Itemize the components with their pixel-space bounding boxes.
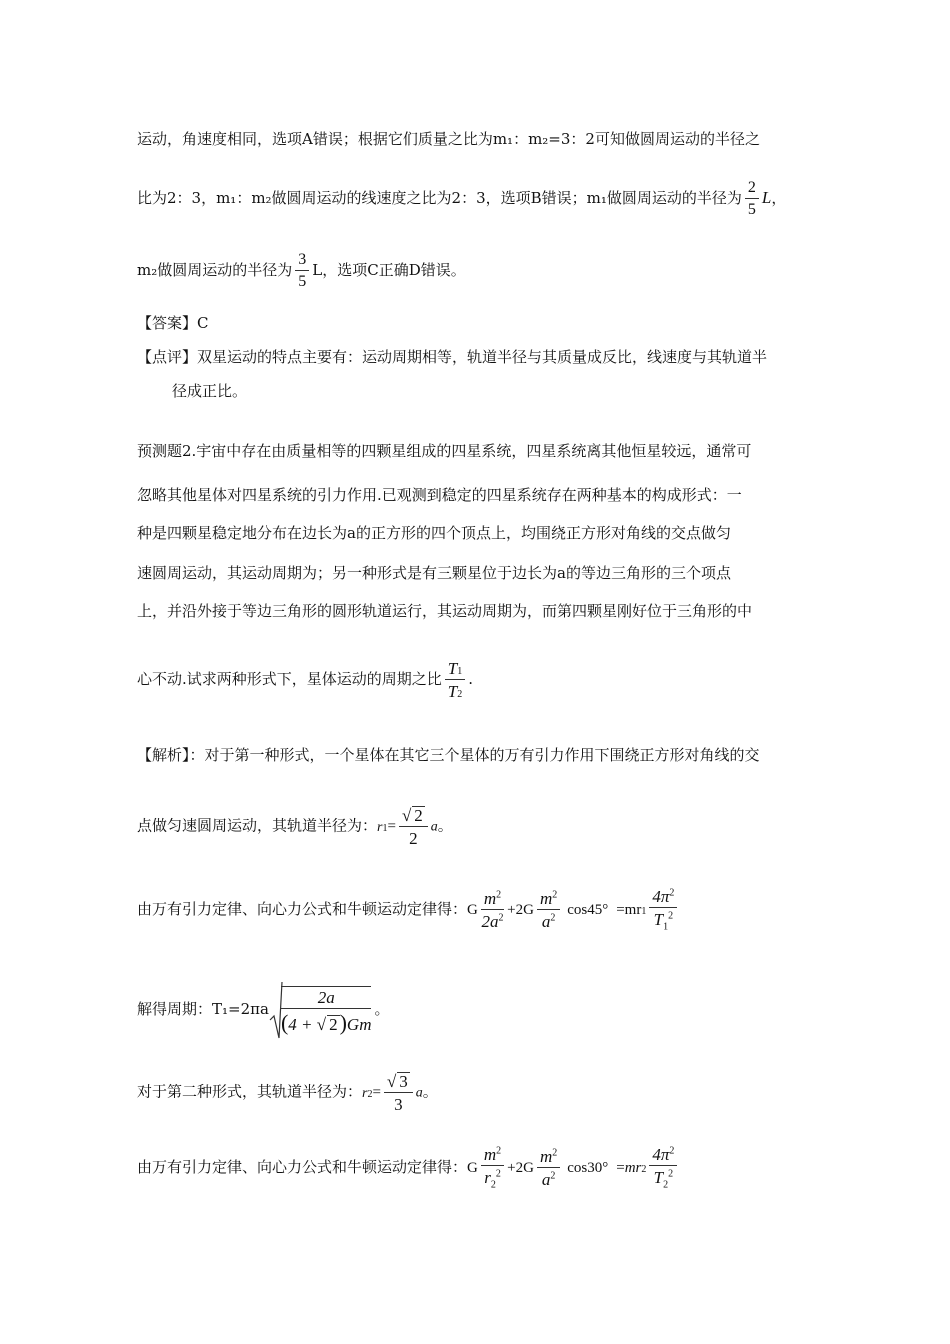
fraction-m2-over-a2: $\frac{m^2}{a^2}$ [537, 890, 560, 930]
fraction-root2-over-2: $\frac{√ 2}{2}$ [399, 806, 428, 847]
fraction-m2-over-2a2: $\frac{m^2}{2a^2}$ [481, 889, 504, 932]
question-line-5: 上，并沿外接于等边三角形的圆形轨道运行，其运动周期为，而第四颗星刚好位于三角形的中 [137, 602, 753, 620]
fraction-m2-over-a2-second: $\frac{m^2}{a^2}$ [537, 1148, 560, 1188]
symbol-L: L [761, 188, 772, 207]
question-line-6-text: 心不动.试求两种形式下，星体运动的周期之比 [137, 670, 442, 688]
solution-line-4 [137, 980, 390, 1040]
comment-line: 【点评】双星运动的特点主要有：运动周期相等，轨道半径与其质量成反比，线速度与其轨道半 [137, 348, 768, 366]
text-line-2-end: ， [771, 189, 787, 207]
solution-line-3: 由万有引力定律、向心力公式和牛顿运动定律得：G $\frac{m^2}{2a^2}$ +2G $\frac{m^2}{a^2}$ cos45° =mr1 $\frac{4\pi^2}{T_1^2}$ [137, 888, 680, 932]
symbol-r2: r2 [362, 1085, 373, 1101]
question-line-1: 预测题2.宇宙中存在由质量相等的四颗星组成的四星系统，四星系统离其他恒星较远，通常可 [137, 442, 752, 460]
fraction-4pi2-over-T1-2: $\frac{4\pi^2}{T_1^2}$ [649, 888, 677, 932]
text-line-2 [137, 180, 786, 218]
text-line-1: 运动，角速度相同，选项A错误；根据它们质量之比为m₁：m₂=3：2可知做圆周运动的半径之 [137, 130, 760, 148]
solution-line-4-end: 。 [374, 1000, 390, 1018]
solution-line-2: 点做匀速圆周运动，其轨道半径为：r1= $\frac{√ 2}{2}$ a。 [137, 806, 453, 848]
answer-line: 【答案】C [137, 314, 209, 332]
fraction-m2-over-r2-2: $\frac{m^2}{r_2^2}$ [481, 1146, 504, 1190]
text-line-2-main: 比为2：3，m₁：m₂做圆周运动的线速度之比为2：3，选项B错误；m₁做圆周运动的半径为 [137, 189, 742, 207]
fraction-three-fifths: $\frac{3}{5}$ [295, 252, 309, 290]
question-line-6 [137, 660, 473, 700]
question-line-3: 种是四颗星稳定地分布在边长为a的正方形的四个顶点上，均围绕正方形对角线的交点做匀 [137, 524, 731, 542]
solution-line-6-text: 由万有引力定律、向心力公式和牛顿运动定律得： [137, 1158, 468, 1177]
fraction-4pi2-over-T2-2: $\frac{4\pi^2}{T_2^2}$ [649, 1146, 677, 1190]
text-line-3-end: L，选项C正确D错误。 [312, 261, 466, 279]
solution-line-6: 由万有引力定律、向心力公式和牛顿运动定律得：G $\frac{m^2}{r_2^2}$ +2G $\frac{m^2}{a^2}$ cos30° =mr2 $\frac{4\pi^2}{T_2^2}$ [137, 1146, 680, 1190]
question-line-2: 忽略其他星体对四星系统的引力作用.已观测到稳定的四星系统存在两种基本的构成形式：一 [137, 486, 742, 504]
fraction-two-fifths: $\frac{2}{5}$ [745, 180, 759, 218]
solution-line-4-text: 解得周期：T₁=2πa [137, 1000, 269, 1018]
symbol-r1: r1 [377, 819, 388, 835]
fraction-T1-over-T2: $\frac{T1}{T2}$ [445, 660, 465, 700]
question-line-6-end: . [468, 670, 474, 688]
solution-line-2-text: 点做匀速圆周运动，其轨道半径为： [137, 816, 378, 835]
solution-line-5: 对于第二种形式，其轨道半径为：r2= $\frac{√ 3}{3}$ a。 [137, 1072, 438, 1114]
fraction-2a-over-expr: $\frac{2a}{(4 + √ 2)Gm}$ [280, 988, 372, 1035]
solution-line-1: 【解析】：对于第一种形式，一个星体在其它三个星体的万有引力作用下围绕正方形对角线的交 [137, 746, 760, 764]
solution-line-3-text: 由万有引力定律、向心力公式和牛顿运动定律得： [137, 900, 468, 919]
text-line-3-main: m₂做圆周运动的半径为 [137, 261, 293, 279]
question-line-4: 速圆周运动，其运动周期为；另一种形式是有三颗星位于边长为a的等边三角形的三个项点 [137, 564, 731, 582]
text-line-3 [137, 252, 466, 290]
fraction-root3-over-3: $\frac{√ 3}{3}$ [384, 1072, 413, 1113]
solution-line-5-text: 对于第二种形式，其轨道半径为： [137, 1082, 363, 1101]
comment-line-2: 径成正比。 [172, 382, 248, 400]
